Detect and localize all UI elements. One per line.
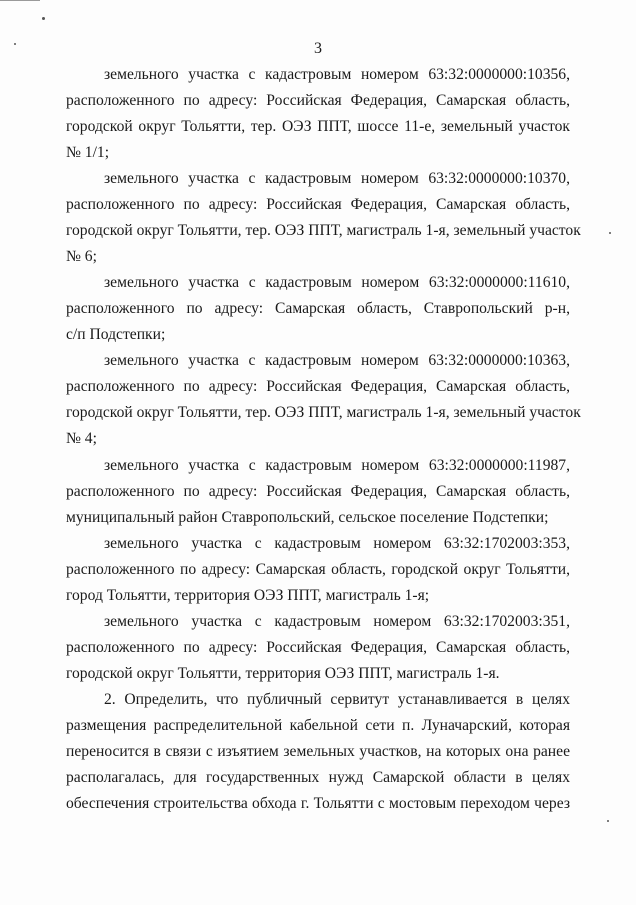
text-line: расположенного по адресу: Российская Федерация, Самарская область, xyxy=(66,196,570,213)
scan-edge-line xyxy=(0,0,40,1)
text-line: с/п Подстепки; xyxy=(66,326,166,343)
text-line: расположенного по адресу: Российская Федерация, Самарская область, xyxy=(66,483,570,500)
text-line: располагалась, для государственных нужд Самарской области в целях xyxy=(66,769,570,786)
text-line: городской округ Тольятти, тер. ОЭЗ ППТ, шоссе 11-е, земельный участок xyxy=(66,118,570,135)
scan-speck xyxy=(609,232,611,234)
text-line: городской округ Тольятти, тер. ОЭЗ ППТ, магистраль 1-я, земельный участок xyxy=(66,222,581,239)
scan-speck xyxy=(607,820,609,822)
text-line: расположенного по адресу: Самарская область, Ставропольский р-н, xyxy=(66,300,570,317)
text-line: обеспечения строительства обхода г. Тольятти с мостовым переходом через xyxy=(66,795,570,812)
text-line: переносится в связи с изъятием земельных участков, на которых она ранее xyxy=(66,743,570,760)
text-line: № 4; xyxy=(66,430,97,447)
scan-speck xyxy=(42,17,45,20)
text-line: 2. Определить, что публичный сервитут устанавливается в целях xyxy=(104,691,570,708)
text-line: размещения распределительной кабельной сети п. Луначарский, которая xyxy=(66,717,570,734)
text-line: № 6; xyxy=(66,248,97,265)
text-line: земельного участка с кадастровым номером 63:32:1702003:353, xyxy=(104,535,570,552)
text-line: земельного участка с кадастровым номером 63:32:0000000:11987, xyxy=(104,457,570,474)
text-line: расположенного по адресу: Российская Федерация, Самарская область, xyxy=(66,639,570,656)
text-line: расположенного по адресу: Российская Федерация, Самарская область, xyxy=(66,92,570,109)
text-line: земельного участка с кадастровым номером 63:32:0000000:10370, xyxy=(104,170,570,187)
text-line: город Тольятти, территория ОЭЗ ППТ, магистраль 1-я; xyxy=(66,587,430,604)
text-line: муниципальный район Ставропольский, сельское поселение Подстепки; xyxy=(66,509,549,526)
text-line: земельного участка с кадастровым номером 63:32:1702003:351, xyxy=(104,613,570,630)
text-line: городской округ Тольятти, территория ОЭЗ ППТ, магистраль 1-я. xyxy=(66,665,500,682)
text-line: земельного участка с кадастровым номером 63:32:0000000:11610, xyxy=(104,274,570,291)
text-line: расположенного по адресу: Самарская область, городской округ Тольятти, xyxy=(66,561,570,578)
text-line: № 1/1; xyxy=(66,144,110,161)
text-line: земельного участка с кадастровым номером 63:32:0000000:10363, xyxy=(104,352,570,369)
text-line: земельного участка с кадастровым номером 63:32:0000000:10356, xyxy=(104,66,570,83)
text-line: расположенного по адресу: Российская Федерация, Самарская область, xyxy=(66,378,570,395)
page-number: 3 xyxy=(314,40,322,57)
text-line: городской округ Тольятти, тер. ОЭЗ ППТ, магистраль 1-я, земельный участок xyxy=(66,404,581,421)
